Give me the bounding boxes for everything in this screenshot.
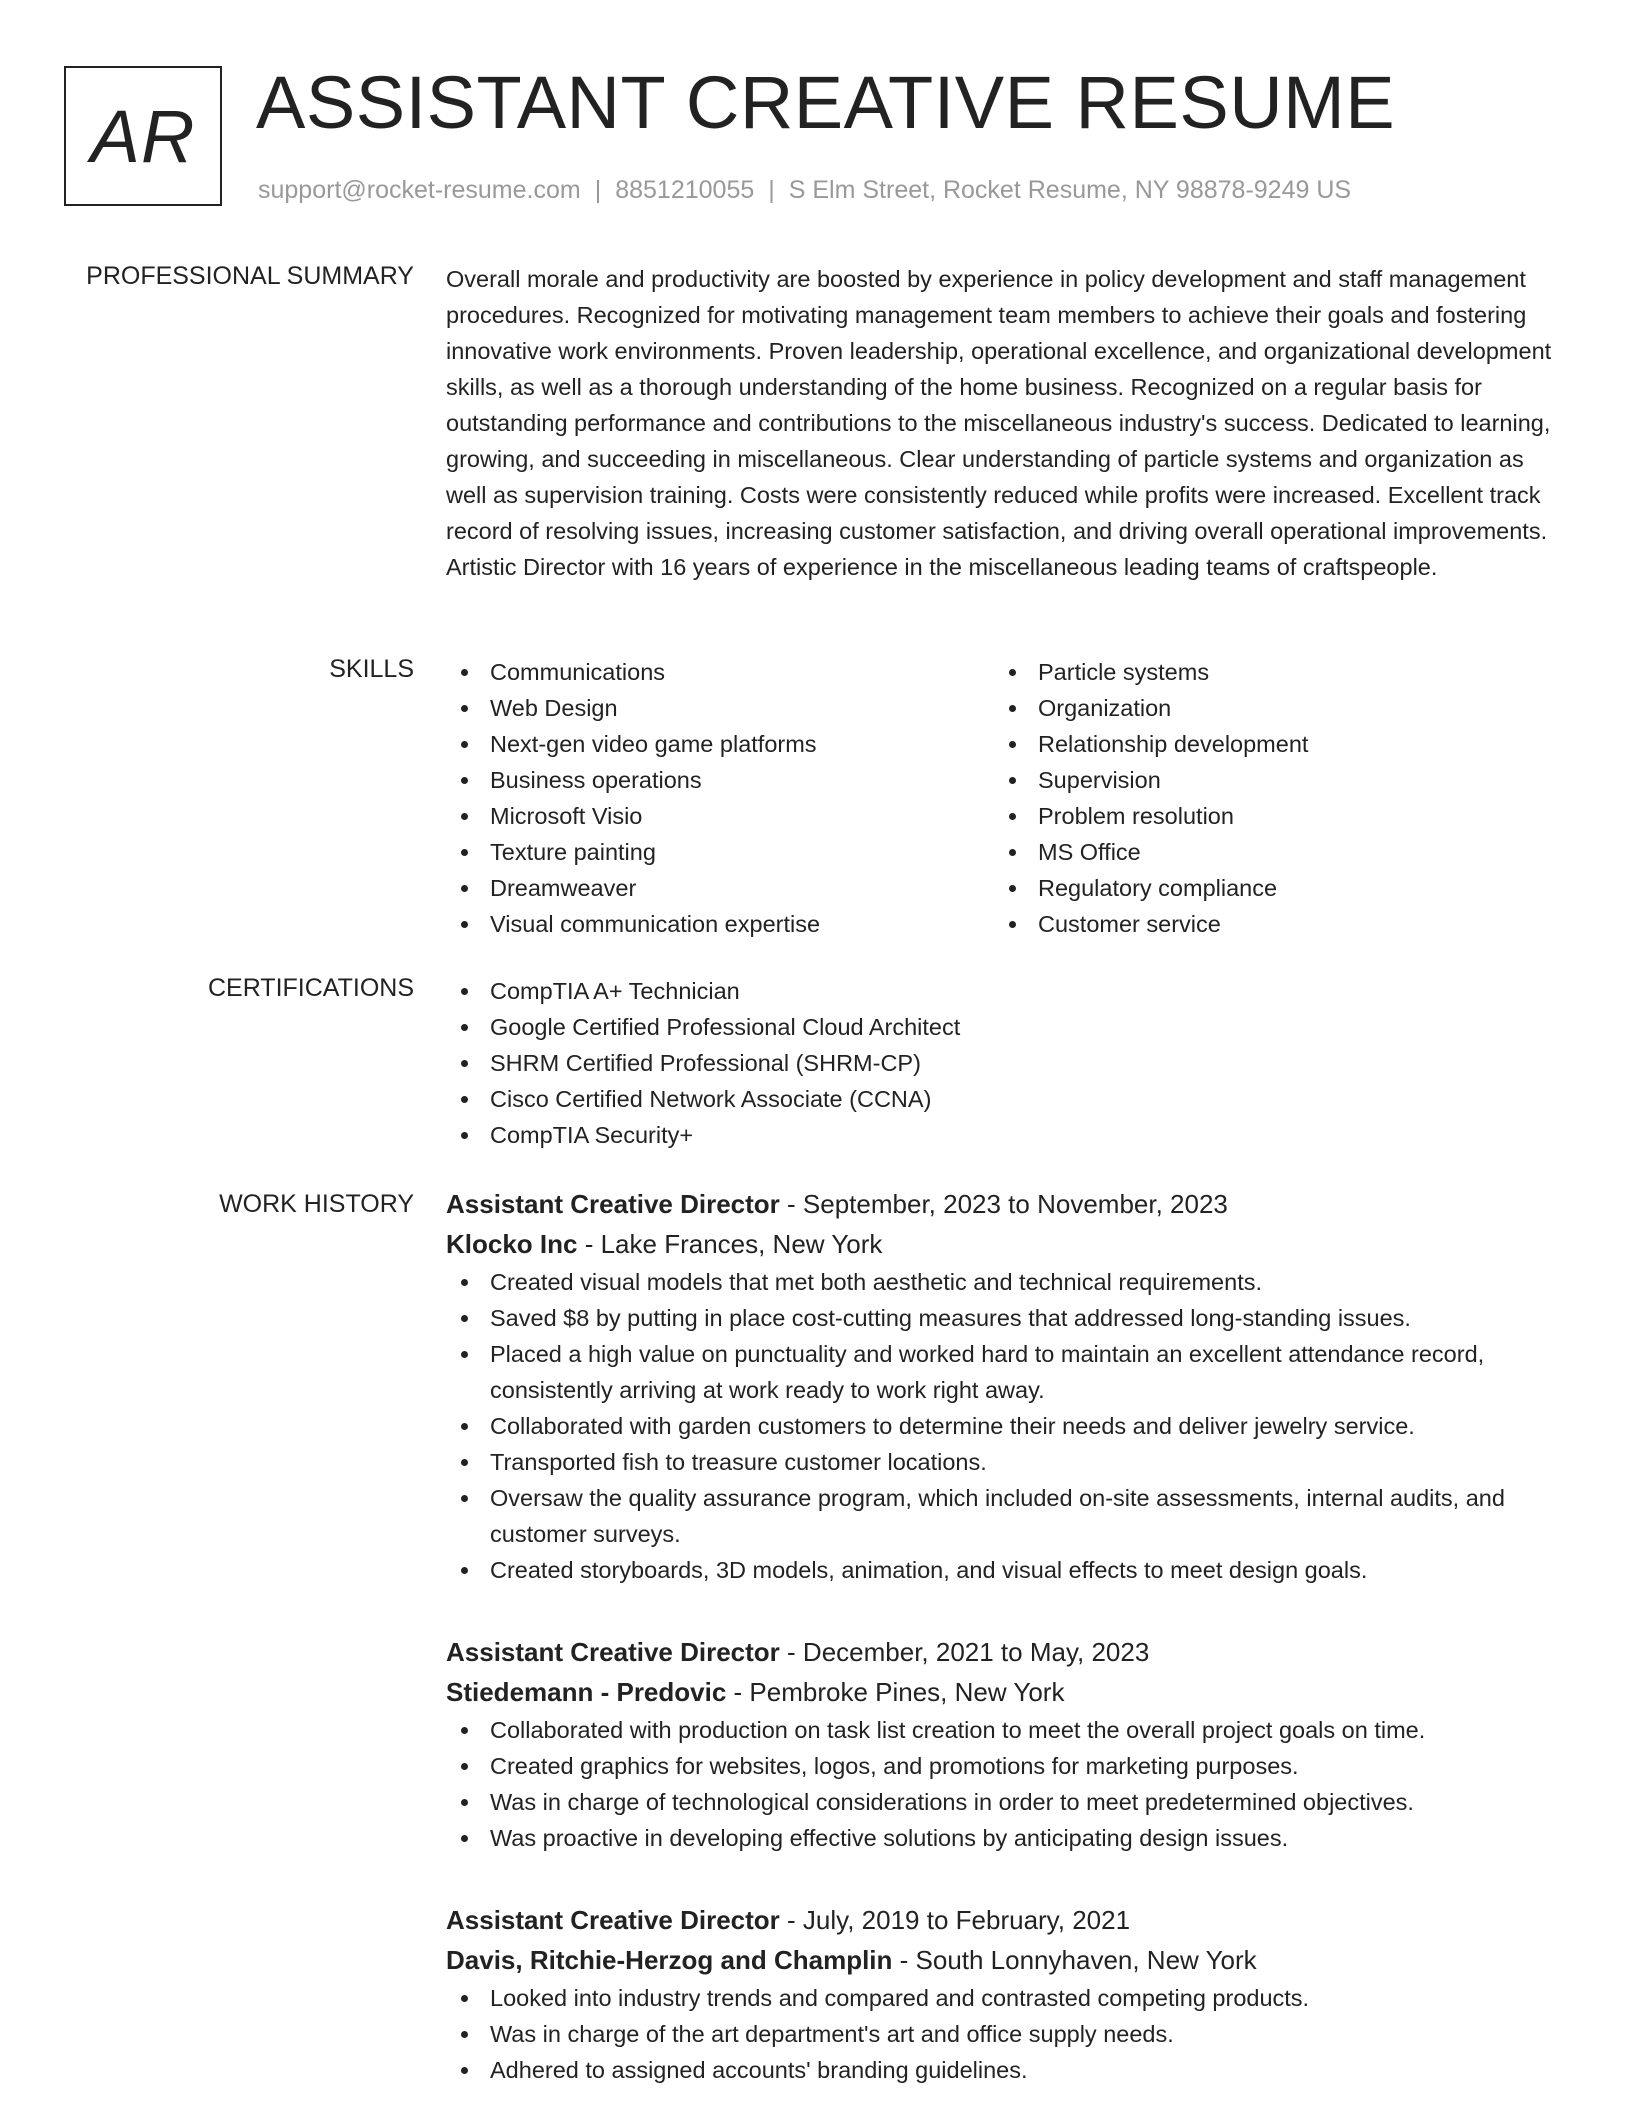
contact-phone[interactable]: 8851210055: [615, 176, 755, 204]
job-duties-list: [446, 1712, 1566, 1856]
skill-item: Dreamweaver: [446, 870, 994, 906]
job-title-line: [446, 1632, 1566, 1672]
skill-item: Visual communication expertise: [446, 906, 994, 942]
skill-item: Organization: [994, 690, 1542, 726]
job-title: Assistant Creative Director: [446, 1189, 780, 1219]
certification-item: Google Certified Professional Cloud Architect: [446, 1009, 1566, 1045]
job-entry: [446, 1900, 1566, 2088]
monogram-initials: AR: [90, 94, 196, 178]
job-duty-item: Was proactive in developing effective solutions by anticipating design issues.: [446, 1820, 1566, 1856]
contact-separator: |: [594, 176, 602, 204]
skill-item: Web Design: [446, 690, 994, 726]
contact-line: [258, 175, 1351, 205]
section-heading-certifications: CERTIFICATIONS: [207, 974, 414, 1002]
job-title: Assistant Creative Director: [446, 1905, 780, 1935]
skills-list-left: [446, 654, 994, 942]
work-history-body: [446, 1184, 1566, 2088]
skill-item: Customer service: [994, 906, 1542, 942]
job-location: - Lake Frances, New York: [577, 1229, 883, 1259]
skill-item: Communications: [446, 654, 994, 690]
certification-item: Cisco Certified Network Associate (CCNA): [446, 1081, 1566, 1117]
job-dates: - July, 2019 to February, 2021: [779, 1905, 1131, 1935]
skill-item: Microsoft Visio: [446, 798, 994, 834]
contact-email[interactable]: support@rocket-resume.com: [258, 176, 581, 204]
skill-item: Next-gen video game platforms: [446, 726, 994, 762]
job-duty-item: Looked into industry trends and compared and contrasted competing products.: [446, 1980, 1566, 2016]
skills-body: [446, 654, 1566, 942]
resume-title: ASSISTANT CREATIVE RESUME: [256, 61, 1396, 144]
job-dates: - September, 2023 to November, 2023: [779, 1189, 1228, 1219]
job-duty-item: Adhered to assigned accounts' branding guidelines.: [446, 2052, 1566, 2088]
skill-item: Regulatory compliance: [994, 870, 1542, 906]
skills-list-right: [994, 654, 1542, 942]
skill-item: Problem resolution: [994, 798, 1542, 834]
job-location: - Pembroke Pines, New York: [726, 1677, 1065, 1707]
job-company: Stiedemann - Predovic: [446, 1677, 727, 1707]
section-heading-summary: PROFESSIONAL SUMMARY: [86, 262, 414, 290]
job-duty-item: Placed a high value on punctuality and worked hard to maintain an excellent attendance record, consistently arriving at work ready to work right away.: [446, 1336, 1566, 1408]
job-location: - South Lonnyhaven, New York: [892, 1945, 1257, 1975]
section-heading-skills: SKILLS: [329, 655, 414, 683]
job-company-line: [446, 1224, 1566, 1264]
job-duty-item: Created storyboards, 3D models, animation, and visual effects to meet design goals.: [446, 1552, 1566, 1588]
job-duties-list: [446, 1980, 1566, 2088]
monogram-badge: [64, 66, 222, 206]
job-title: Assistant Creative Director: [446, 1637, 780, 1667]
certification-item: SHRM Certified Professional (SHRM-CP): [446, 1045, 1566, 1081]
certification-item: CompTIA Security+: [446, 1117, 1566, 1153]
skill-item: Particle systems: [994, 654, 1542, 690]
summary-body: [446, 261, 1566, 585]
job-entry: [446, 1632, 1566, 1856]
contact-separator: |: [768, 176, 775, 204]
job-duty-item: Created graphics for websites, logos, and promotions for marketing purposes.: [446, 1748, 1566, 1784]
skill-item: Business operations: [446, 762, 994, 798]
skill-item: Relationship development: [994, 726, 1542, 762]
job-duty-item: Created visual models that met both aesthetic and technical requirements.: [446, 1264, 1566, 1300]
job-duty-item: Collaborated with garden customers to determine their needs and deliver jewelry service.: [446, 1408, 1566, 1444]
certifications-list: [446, 973, 1566, 1153]
job-company-line: [446, 1672, 1566, 1712]
job-title-line: [446, 1184, 1566, 1224]
job-dates: - December, 2021 to May, 2023: [779, 1637, 1150, 1667]
job-duty-item: Oversaw the quality assurance program, which included on-site assessments, internal audits, and customer surveys.: [446, 1480, 1566, 1552]
job-duty-item: Was in charge of the art department's art and office supply needs.: [446, 2016, 1566, 2052]
section-heading-work-history: WORK HISTORY: [219, 1190, 414, 1218]
certification-item: CompTIA A+ Technician: [446, 973, 1566, 1009]
job-duty-item: Was in charge of technological considerations in order to meet predetermined objectives.: [446, 1784, 1566, 1820]
job-company: Klocko Inc: [446, 1229, 578, 1259]
job-company: Davis, Ritchie-Herzog and Champlin: [446, 1945, 893, 1975]
job-entry: [446, 1184, 1566, 1588]
job-duty-item: Transported fish to treasure customer locations.: [446, 1444, 1566, 1480]
skill-item: Supervision: [994, 762, 1542, 798]
job-duties-list: [446, 1264, 1566, 1588]
job-title-line: [446, 1900, 1566, 1940]
certifications-body: [446, 973, 1566, 1153]
contact-address: S Elm Street, Rocket Resume, NY 98878-9249 US: [788, 176, 1352, 204]
job-duty-item: Collaborated with production on task list creation to meet the overall project goals on time.: [446, 1712, 1566, 1748]
skill-item: MS Office: [994, 834, 1542, 870]
job-duty-item: Saved $8 by putting in place cost-cutting measures that addressed long-standing issues.: [446, 1300, 1566, 1336]
skill-item: Texture painting: [446, 834, 994, 870]
summary-text: Overall morale and productivity are boosted by experience in policy development and staff management procedures. Recognized for motivating management team members to achieve their goals and fostering innovative work environments. Proven leadership, operational excellence, and organizational development skills, as well as a thorough understanding of the home business. Recognized on a regular basis for outstanding performance and contributions to the miscellaneous industry's success. Dedicated to learning, growing, and succeeding in miscellaneous. Clear understanding of particle systems and organization as well as supervision training. Costs were consistently reduced while profits were increased. Excellent track record of resolving issues, increasing customer satisfaction, and driving overall operational improvements. Artistic Director with 16 years of experience in the miscellaneous leading teams of craftspeople.: [446, 266, 1552, 580]
job-company-line: [446, 1940, 1566, 1980]
